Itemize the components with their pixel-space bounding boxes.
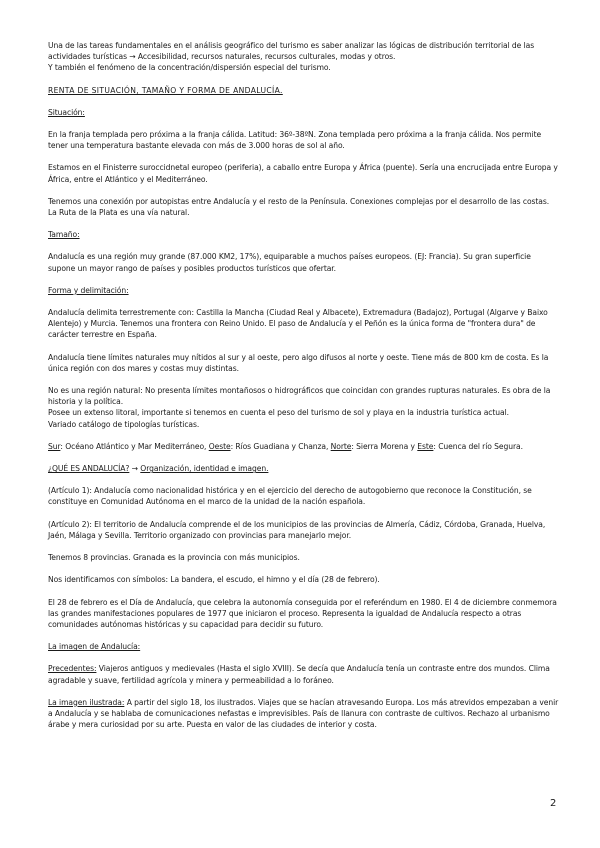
heading-que-es-b: Organización, identidad e imagen. xyxy=(140,464,269,474)
limit-text-norte: : Sierra Morena y xyxy=(351,441,418,451)
situacion-paragraph-1: En la franja templada pero próxima a la franja cálida. Latitud: 36º-38ºN. Zona templada pero próxima a la franja cálida. Nos permite tener una temperatura bastante elevada con más de 3.000 horas de sol al año. xyxy=(48,130,542,151)
situacion-paragraph-2: Estamos en el Finisterre suroccidnetal europeo (periferia), a caballo entre Europa y África (puente). Sería una encrucijada entre Europa y África, entre el Atlántico y el Mediterráneo. xyxy=(48,163,558,184)
limit-label-sur: Sur xyxy=(48,441,61,451)
ilustrada-text: A partir del siglo 18, los ilustrados. Viajes que se hacían atravesando Europa. Los más atrevidos empezaban a venir a Andalucía y se hablaba de comunicaciones nefastas e imprevisibles. País de llanura con contraste de cultivos. Rechazo al urbanismo árabe y mera curiosidad por su arte. Puesta en valor de las ciudades de interior y costa. xyxy=(48,697,559,730)
intro-paragraph-2: Y también el fenómeno de la concentración/dispersión especial del turismo. xyxy=(48,63,331,73)
heading-que-es xyxy=(48,463,560,474)
que-es-paragraph-4: Nos identificamos con símbolos: La bandera, el escudo, el himno y el día (28 de febrero). xyxy=(48,575,380,585)
limit-text-sur: : Océano Atlántico y Mar Mediterráneo, xyxy=(60,441,209,451)
imagen-precedentes xyxy=(48,663,560,685)
que-es-paragraph-5: El 28 de febrero es el Día de Andalucía, que celebra la autonomía conseguida por el referéndum en 1980. El 4 de diciembre conmemora las grandes manifestaciones populares de 1977 que iniciaron el proceso. Representa la igualdad de Andalucía respecto a otras comunidades autónomas históricas y su capacidad para decidir su futuro. xyxy=(48,597,557,629)
ilustrada-label: La imagen ilustrada: xyxy=(48,697,125,707)
precedentes-label: Precedentes: xyxy=(48,664,97,674)
forma-paragraph-1: Andalucía delimita terrestremente con: Castilla la Mancha (Ciudad Real y Albacete), Extremadura (Badajoz), Portugal (Algarve y Baixo Alentejo) y Murcia. Tenemos una frontera con Reino Unido. El paso de Andalucía y el Peñón es la única forma de "frontera dura" de carácter terrestre en España. xyxy=(48,308,548,340)
que-es-paragraph-2: (Artículo 2): El territorio de Andalucía comprende el de los municipios de las provincias de Almería, Cádiz, Córdoba, Granada, Huelva, Jaén, Málaga y Sevilla. Territorio organizado con provincias para manejarlo mejor. xyxy=(48,519,546,540)
imagen-ilustrada xyxy=(48,697,560,731)
heading-imagen: La imagen de Andalucía: xyxy=(48,642,141,652)
document-page xyxy=(48,40,560,741)
forma-paragraph-2: Andalucía tiene límites naturales muy nítidos al sur y al oeste, pero algo difusos al norte y oeste. Tiene más de 800 km de costa. Es la única región con dos mares y costas muy distintas. xyxy=(48,352,549,373)
intro-paragraph: Una de las tareas fundamentales en el análisis geográfico del turismo es saber analizar las lógicas de distribución territorial de las actividades turísticas → Accesibilidad, recursos naturales, recursos culturales, modas y otros. xyxy=(48,41,535,62)
tamano-paragraph-1: Andalucía es una región muy grande (87.000 KM2, 17%), equiparable a muchos países europeos. (EJ: Francia). Su gran superficie supone un mayor rango de países y posibles productos turísticos que ofertar. xyxy=(48,252,531,273)
heading-que-es-a: ¿QUÉ ES ANDALUCÍA? xyxy=(48,464,130,474)
situacion-paragraph-3: Tenemos una conexión por autopistas entre Andalucía y el resto de la Península. Conexiones complejas por el desarrollo de las costas. La Ruta de la Plata es una vía natural. xyxy=(48,196,550,218)
limit-label-oeste: Oeste xyxy=(208,441,231,451)
que-es-paragraph-1: (Artículo 1): Andalucía como nacionalidad histórica y en el ejercicio del derecho de autogobierno que reconoce la Constitución, se constituye en Comunidad Autónoma en el marco de la unidad de la nación española. xyxy=(48,486,532,507)
heading-forma: Forma y delimitación: xyxy=(48,285,129,295)
limit-label-este: Este xyxy=(417,441,434,451)
limit-text-oeste: : Ríos Guadiana y Chanza, xyxy=(230,441,331,451)
que-es-paragraph-3: Tenemos 8 provincias. Granada es la provincia con más municipios. xyxy=(48,553,300,563)
forma-paragraph-3b: Posee un extenso litoral, importante si tenemos en cuenta el peso del turismo de sol y playa en la industria turística actual. xyxy=(48,408,509,418)
page-number: 2 xyxy=(550,798,557,809)
forma-paragraph-3c: Variado catálogo de tipologías turísticas. xyxy=(48,419,200,429)
limit-text-este: : Cuenca del río Segura. xyxy=(433,441,523,451)
precedentes-text: Viajeros antiguos y medievales (Hasta el siglo XVIII). Se decía que Andalucía tenía un contraste entre dos mundos. Clima agradable y suave, fertilidad agrícola y minera y permeabilidad a lo foráneo. xyxy=(48,664,550,685)
limits-paragraph xyxy=(48,441,560,452)
limit-label-norte: Norte xyxy=(330,441,352,451)
section-heading-main: RENTA DE SITUACIÓN, TAMAÑO Y FORMA DE ANDALUCÍA. xyxy=(48,85,283,95)
heading-arrow: → xyxy=(129,464,141,474)
heading-tamano: Tamaño: xyxy=(48,230,80,240)
heading-situacion: Situación: xyxy=(48,107,85,117)
forma-paragraph-3a: No es una región natural: No presenta límites montañosos o hidrográficos que coincidan con grandes rupturas naturales. Es obra de la historia y la política. xyxy=(48,386,551,407)
